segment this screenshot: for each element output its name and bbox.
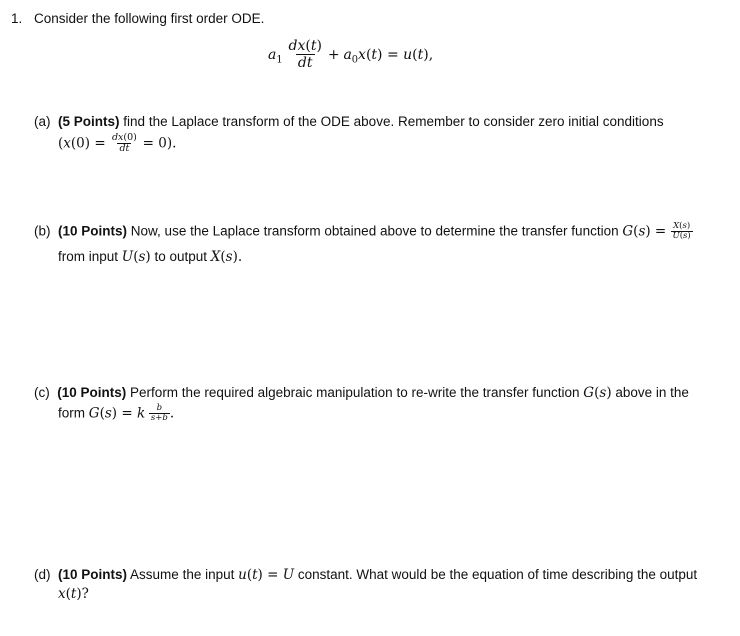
part-b-text3: to output [154,249,207,264]
part-a-initial-conditions: (x(0) = $\frac{dx(0)}{dt}$ = 0). [58,132,177,155]
part-b-line2: from input U(s) to output X(s). [58,249,243,265]
part-b-label: (b) [34,223,51,239]
part-d-label: (d) [34,567,51,582]
part-d-line2: x(t)? [58,586,89,602]
part-c-line2: form G(s) = k $\frac{b}{s+b}$ . [58,403,175,424]
part-d-line1: (d) (10 Points) Assume the input u(t) = U constant. What would be the equation of time describing the output [34,567,698,583]
part-c-line1: (c) (10 Points) Perform the required algebraic manipulation to re-write the transfer function G(s) above in the [34,385,689,401]
part-c-text2: form [58,405,85,421]
part-d-text-mid: constant. What would be the equation of time describing the output [297,567,698,582]
part-c-text: Perform the required algebraic manipulation to re-write the transfer function [130,385,580,400]
part-b-text: Now, use the Laplace transform obtained above to determine the transfer function [130,223,619,239]
ode-equation: $a_1$ $\frac{dx(t)}{dt}$ + $a_0x(t) = u(t)$, [268,38,434,72]
question-number: 1. [11,11,23,26]
part-b-text2: from input [58,249,119,264]
part-a-label: (a) [34,114,51,129]
question-intro: Consider the following first order ODE. [34,11,265,26]
part-a-text: find the Laplace transform of the ODE above. Remember to consider zero initial conditions [123,114,664,129]
part-d-text: Assume the input [130,567,235,582]
part-c-points: (10 Points) [57,385,127,400]
part-b-line1: (b) (10 Points) Now, use the Laplace transform obtained above to determine the transfer function G(s) = $\frac{X(s)}{U(s)}$ [34,221,691,242]
part-b-points: (10 Points) [58,223,128,239]
part-d-points: (10 Points) [58,567,128,582]
part-a-points: (5 Points) [58,114,120,129]
part-c-label: (c) [34,385,50,400]
part-c-text-after: above in the [615,385,689,400]
part-a-line1 [34,114,664,129]
